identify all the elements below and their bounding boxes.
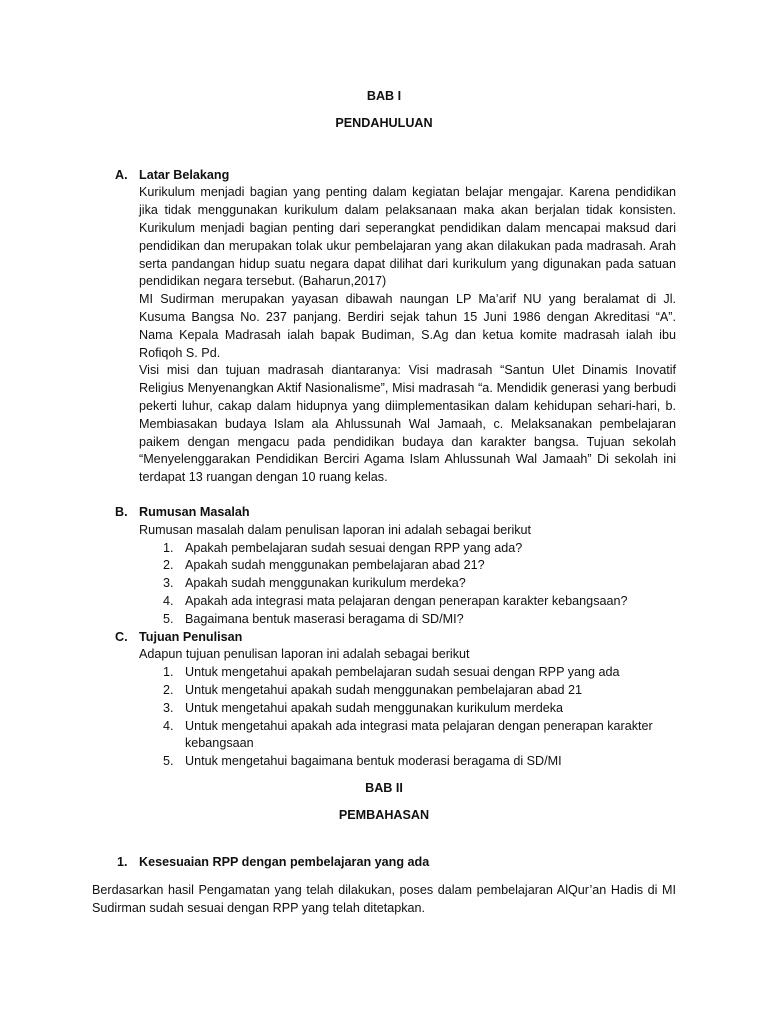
section-c-title: Tujuan Penulisan (139, 629, 243, 644)
section-a-paragraph-1: Kurikulum menjadi bagian yang penting dalam kegiatan belajar mengajar. Karena pendidikan jika tidak menggunakan kurikulum dalam pelaksanaan maka akan berjalan tidak konsisten. Kurikulum menjadi bagian penting dari seperangkat pendidikan dalam mencapai maksud dari pendidikan dan merupakan tolak ukur pembelajaran yang akan dilakukan pada madrasah. Arah serta pandangan hidup suatu negara dapat dilihat dari kurikulum yang digunakan pada satuan pendidikan negara tersebut. (Baharun,2017) (139, 185, 676, 289)
section-b-title: Rumusan Masalah (139, 504, 250, 519)
section-a-paragraph-3: Visi misi dan tujuan madrasah diantaranya: Visi madrasah “Santun Ulet Dinamis Inovatif Religius Menyenangkan Aktif Nasionalisme”, Misi madrasah “a. Mendidik generasi yang berbudi pekerti luhur, cakap dalam hidupnya yang diimplementasikan dalam kehidupan sehari-hari, b. Membiasakan budaya Islam ala Ahlussunah Wal Jamaah, c. Melaksanakan pembelajaran paikem dengan mengacu pada pendidikan budaya dan karakter bangsa. Tujuan sekolah “Menyelenggarakan Pendidikan Berciri Agama Islam Ahlussunah Wal Jamaah” Di sekolah ini terdapat 13 ruangan dengan 10 ruang kelas. (139, 363, 676, 485)
list-item-text: Bagaimana bentuk maserasi beragama di SD/MI? (185, 611, 464, 626)
section-b-list (139, 540, 676, 629)
list-item-text: Untuk mengetahui apakah ada integrasi mata pelajaran dengan penerapan karakter kebangsaan (185, 718, 653, 751)
list-item-text: Untuk mengetahui apakah sudah menggunakan kurikulum merdeka (185, 700, 564, 715)
list-item (163, 575, 676, 593)
list-item-text: Apakah ada integrasi mata pelajaran dengan penerapan karakter kebangsaan? (185, 593, 628, 608)
list-item (163, 593, 676, 611)
section-b-intro: Rumusan masalah dalam penulisan laporan ini adalah sebagai berikut (139, 522, 532, 537)
chapter-1-subtitle: PENDAHULUAN (335, 115, 433, 130)
list-item-text: Untuk mengetahui apakah sudah menggunakan pembelajaran abad 21 (185, 682, 582, 697)
list-item-number: 4. (163, 718, 174, 733)
list-item-text: Untuk mengetahui apakah pembelajaran sudah sesuai dengan RPP yang ada (185, 665, 620, 680)
list-item-number: 5. (163, 611, 174, 626)
list-item-number: 1. (163, 665, 174, 680)
list-item (163, 557, 676, 575)
list-item-number: 1. (163, 540, 174, 555)
list-item-number: 2. (163, 558, 174, 573)
section-b-letter: B. (115, 504, 128, 519)
list-item (163, 664, 676, 682)
section-a-letter: A. (115, 167, 128, 182)
section-c-intro: Adapun tujuan penulisan laporan ini adalah sebagai berikut (139, 647, 470, 662)
spacer (92, 487, 676, 504)
list-item-text: Apakah sudah menggunakan pembelajaran abad 21? (185, 558, 485, 573)
discussion-heading (92, 854, 676, 872)
list-item (163, 540, 676, 558)
list-item-text: Untuk mengetahui bagaimana bentuk moderasi beragama di SD/MI (185, 754, 562, 769)
list-item (163, 611, 676, 629)
list-item (163, 700, 676, 718)
list-item (163, 718, 676, 754)
list-item-number: 4. (163, 593, 174, 608)
section-a-title: Latar Belakang (139, 167, 230, 182)
list-item-text: Apakah pembelajaran sudah sesuai dengan RPP yang ada? (185, 540, 523, 555)
discussion-title: Kesesuaian RPP dengan pembelajaran yang ada (139, 855, 430, 870)
section-latar-belakang (92, 167, 676, 487)
discussion-number: 1. (117, 855, 128, 870)
list-item-number: 3. (163, 576, 174, 591)
section-c-list (139, 664, 676, 771)
chapter-1-title: BAB I (366, 89, 402, 103)
chapter-2-subtitle: PEMBAHASAN (338, 807, 430, 822)
list-item-number: 3. (163, 700, 174, 715)
section-c-letter: C. (115, 629, 128, 644)
list-item-number: 2. (163, 682, 174, 697)
list-item-number: 5. (163, 754, 174, 769)
section-a-paragraph-2: MI Sudirman merupakan yayasan dibawah naungan LP Ma’arif NU yang beralamat di Jl. Kusuma Bangsa No. 237 panjang. Berdiri sejak tahun 15 Juni 1986 dengan Akreditasi “A”. Nama Kepala Madrasah ialah bapak Budiman, S.Ag dan ketua komite madrasah ialah ibu Rofiqoh S. Pd. (139, 292, 676, 360)
section-rumusan-masalah (92, 504, 676, 629)
section-tujuan-penulisan (92, 629, 676, 771)
list-item (163, 753, 676, 771)
chapter-2-title: BAB II (365, 780, 403, 795)
discussion-paragraph: Berdasarkan hasil Pengamatan yang telah dilakukan, poses dalam pembelajaran AlQur’an Hadis di MI Sudirman sudah sesuai dengan RPP yang telah ditetapkan. (92, 883, 676, 916)
list-item (163, 682, 676, 700)
list-item-text: Apakah sudah menggunakan kurikulum merdeka? (185, 576, 466, 591)
